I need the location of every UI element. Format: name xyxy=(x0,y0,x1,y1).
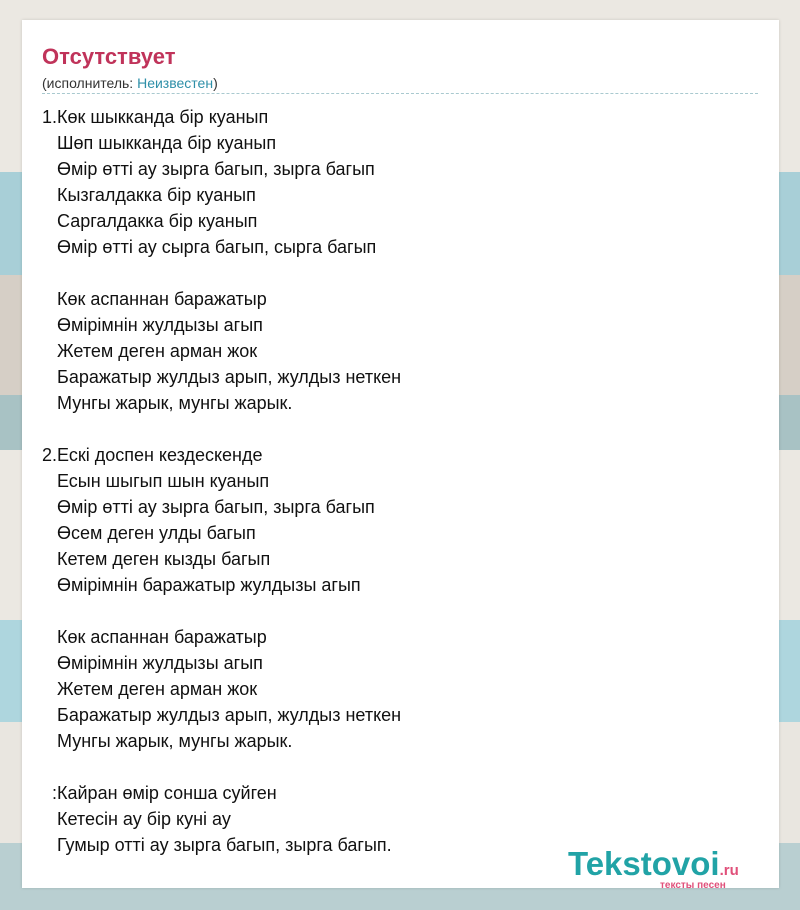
logo-tagline: тексты песен xyxy=(660,880,726,891)
header-divider xyxy=(42,93,758,94)
lyric-line: Кызгалдакка бір куанып xyxy=(42,185,256,205)
lyric-line: Жетем деген арман жок xyxy=(42,341,258,361)
lyric-line: Өмірімнін жулдызы агып xyxy=(42,315,263,335)
lyric-line: Өмірімнін жулдызы агып xyxy=(42,653,263,673)
lyric-line: Есын шыгып шын куанып xyxy=(42,471,270,491)
lyric-line: Көк аспаннан баражатыр xyxy=(42,627,267,647)
lyric-line: :Кайран өмір сонша суйген xyxy=(42,783,277,803)
lyric-line: Өмірімнін баражатыр жулдызы агып xyxy=(42,575,361,595)
lyric-line: Кетем деген кызды багып xyxy=(42,549,271,569)
lyric-line: Жетем деген арман жок xyxy=(42,679,258,699)
artist-line xyxy=(42,74,218,92)
lyric-line: Мунгы жарык, мунгы жарык. xyxy=(42,393,293,413)
artist-suffix: ) xyxy=(213,75,218,91)
lyric-blank-line xyxy=(42,598,758,624)
lyric-line: Мунгы жарык, мунгы жарык. xyxy=(42,731,293,751)
logo-tld: .ru xyxy=(719,862,739,879)
lyric-line: Кетесін ау бір куні ау xyxy=(42,809,231,829)
lyric-line: Өмір өтті ау зырга багып, зырга багып xyxy=(42,497,375,517)
song-title: Отсутствует xyxy=(42,44,176,69)
lyric-blank-line xyxy=(42,416,758,442)
lyric-line: Саргалдакка бір куанып xyxy=(42,211,258,231)
lyric-blank-line xyxy=(42,754,758,780)
artist-link[interactable]: Неизвестен xyxy=(137,75,214,91)
lyrics-body xyxy=(42,104,758,858)
lyric-line: Баражатыр жулдыз арып, жулдыз неткен xyxy=(42,367,402,387)
logo-name: Tekstovoi xyxy=(568,845,720,882)
lyric-blank-line xyxy=(42,260,758,286)
site-logo[interactable] xyxy=(568,846,778,894)
lyric-line: Өмір өтті ау зырга багып, зырга багып xyxy=(42,159,375,179)
lyric-line: Баражатыр жулдыз арып, жулдыз неткен xyxy=(42,705,402,725)
lyric-line: Шөп шыкканда бір куанып xyxy=(42,133,277,153)
lyric-line: Өмір өтті ау сырга багып, сырга багып xyxy=(42,237,377,257)
lyric-line: 2.Ескі доспен кездескенде xyxy=(42,445,263,465)
artist-prefix: (исполнитель: xyxy=(42,75,138,91)
lyrics-card xyxy=(22,20,779,891)
lyric-line: Өсем деген улды багып xyxy=(42,523,256,543)
lyric-line: 1.Көк шыкканда бір куанып xyxy=(42,107,269,127)
lyric-line: Көк аспаннан баражатыр xyxy=(42,289,267,309)
lyric-line: Гумыр отті ау зырга багып, зырга багып. xyxy=(42,835,392,855)
